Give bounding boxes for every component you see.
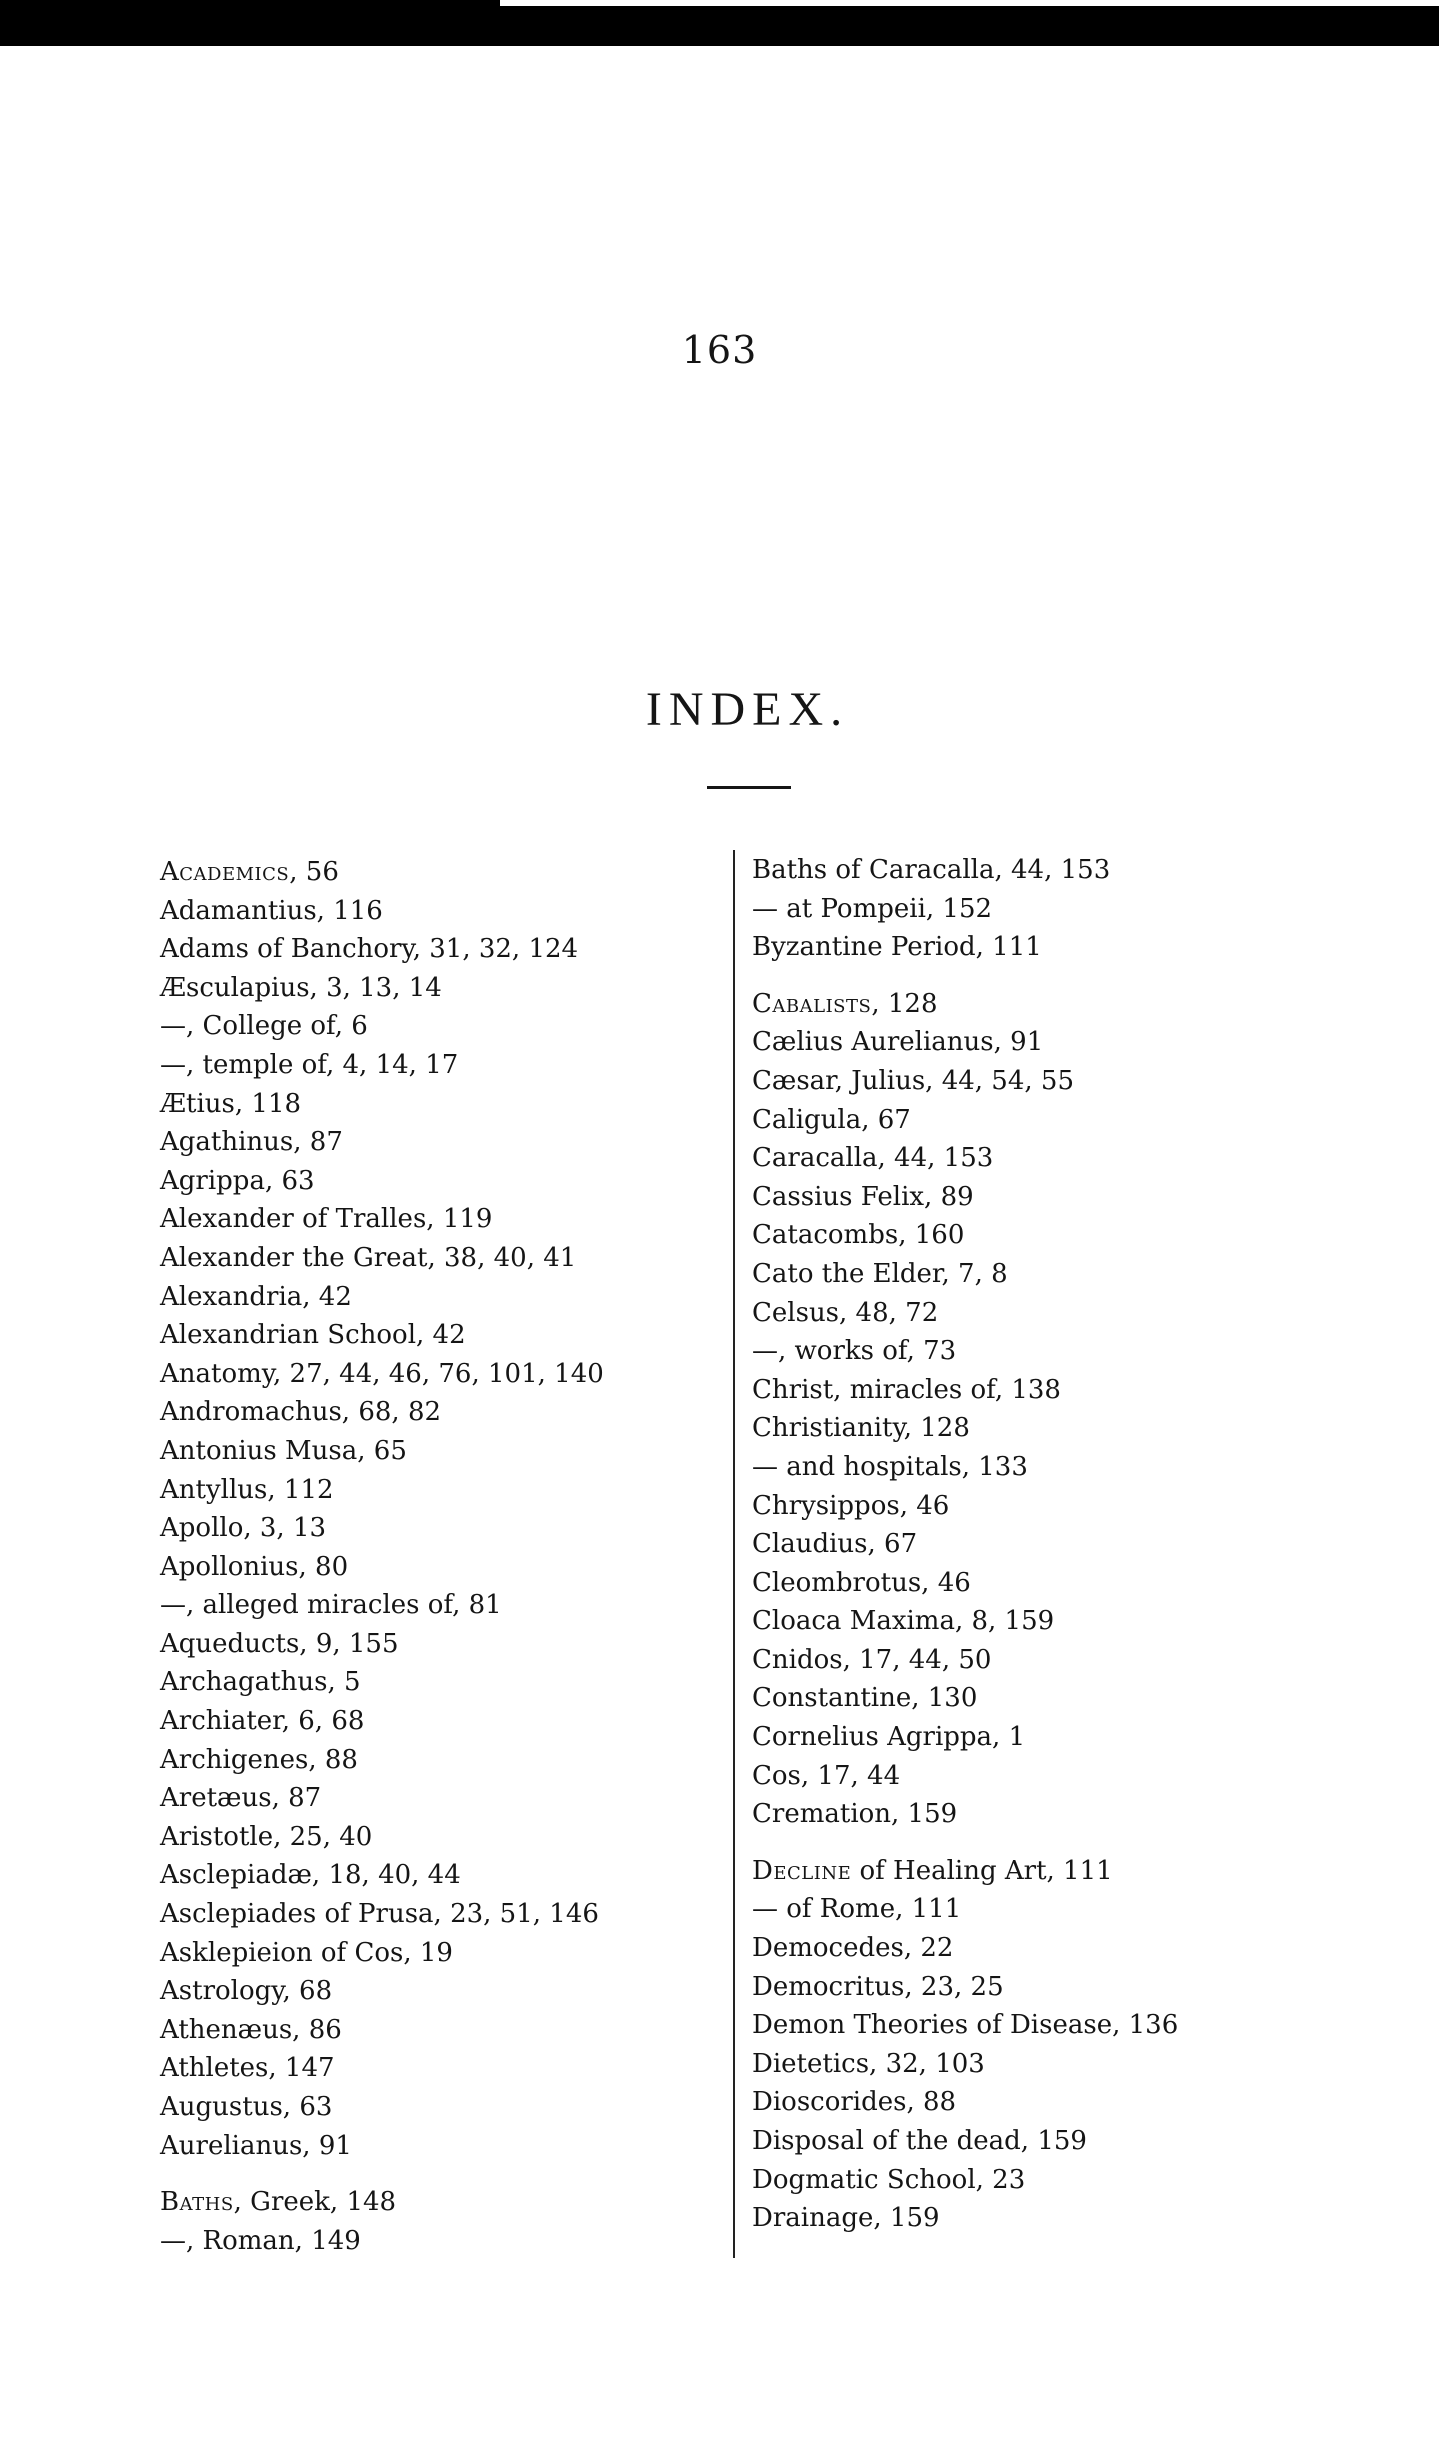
index-entry xyxy=(752,1679,1252,1718)
index-entry xyxy=(752,1062,1252,1101)
index-entry xyxy=(752,1757,1252,1796)
index-entry xyxy=(752,1371,1252,1410)
index-entry-text: Disposal of the dead, 159 xyxy=(752,2126,1087,2156)
index-entry-text: Æsculapius, 3, 13, 14 xyxy=(160,972,442,1003)
index-entry-text: — at Pompeii, 152 xyxy=(752,893,993,924)
index-entry xyxy=(160,1972,720,2011)
index-entry-text: Demon Theories of Disease, 136 xyxy=(752,2010,1179,2041)
index-entry xyxy=(160,930,720,969)
index-entry xyxy=(752,1718,1252,1757)
index-entry-text: —, works of, 73 xyxy=(752,1336,957,1367)
index-entry-text: —, College of, 6 xyxy=(160,1011,368,1042)
index-entry xyxy=(752,851,1252,890)
index-entry xyxy=(752,890,1252,929)
index-entry-text: Democedes, 22 xyxy=(752,1933,954,1964)
index-entry xyxy=(160,1316,720,1355)
index-entry xyxy=(752,1178,1252,1217)
index-entry-text: Alexandrian School, 42 xyxy=(160,1320,466,1351)
index-entry xyxy=(160,1278,720,1317)
index-entry-text: Adamantius, 116 xyxy=(160,895,383,926)
index-entry-text: Christ, miracles of, 138 xyxy=(752,1374,1061,1405)
index-entry-text: —, alleged miracles of, 81 xyxy=(160,1590,502,1621)
index-entry xyxy=(160,1085,720,1124)
index-entry xyxy=(752,1929,1252,1968)
index-entry-text: Baths of Caracalla, 44, 153 xyxy=(752,855,1111,885)
index-entry xyxy=(752,1216,1252,1255)
index-entry-text: Archagathus, 5 xyxy=(160,1667,361,1698)
index-entry xyxy=(160,1548,720,1587)
index-entry-text: Cnidos, 17, 44, 50 xyxy=(752,1644,992,1675)
index-entry-lead: Academics xyxy=(160,857,290,887)
title-rule xyxy=(707,786,791,789)
index-title: INDEX. xyxy=(645,683,850,736)
index-entry-text: , 128 xyxy=(871,988,938,1019)
index-entry-text: Caracalla, 44, 153 xyxy=(752,1143,994,1174)
index-entry xyxy=(752,1487,1252,1526)
index-entry xyxy=(160,1586,720,1625)
index-entry xyxy=(160,2088,720,2127)
index-entry-text: Asclepiades of Prusa, 23, 51, 146 xyxy=(160,1899,599,1930)
index-entry-text: Dogmatic School, 23 xyxy=(752,2164,1026,2195)
index-entry-text: Cremation, 159 xyxy=(752,1799,958,1830)
index-entry xyxy=(160,2183,720,2222)
index-entry-text: Agathinus, 87 xyxy=(160,1127,343,1158)
index-entry xyxy=(160,1007,720,1046)
index-entry xyxy=(160,2049,720,2088)
index-entry xyxy=(752,1641,1252,1680)
index-entry xyxy=(160,2222,720,2261)
index-entry-text: Cassius Felix, 89 xyxy=(752,1181,974,1212)
index-entry xyxy=(752,1448,1252,1487)
scan-top-border xyxy=(0,0,1439,46)
index-entry-text: Cos, 17, 44 xyxy=(752,1760,901,1791)
index-entry xyxy=(160,1818,720,1857)
index-column-left xyxy=(160,853,720,2260)
index-column-right xyxy=(752,851,1252,2238)
index-entry-text: Christianity, 128 xyxy=(752,1413,970,1444)
index-entry xyxy=(160,1741,720,1780)
index-entry-text: Dietetics, 32, 103 xyxy=(752,2048,985,2079)
index-entry-text: Antonius Musa, 65 xyxy=(160,1435,407,1466)
index-entry-text: Cornelius Agrippa, 1 xyxy=(752,1722,1026,1753)
index-entry-text: Caligula, 67 xyxy=(752,1104,911,1135)
index-entry xyxy=(160,1432,720,1471)
index-entry xyxy=(160,853,720,892)
index-entry-text: , 56 xyxy=(289,857,339,887)
index-entry-text: Democritus, 23, 25 xyxy=(752,1971,1004,2002)
index-entry-text: — and hospitals, 133 xyxy=(752,1451,1028,1482)
index-entry-text: —, temple of, 4, 14, 17 xyxy=(160,1049,459,1080)
index-entry xyxy=(752,1852,1252,1891)
index-entry-text: Apollonius, 80 xyxy=(160,1551,349,1582)
index-entry-text: Cælius Aurelianus, 91 xyxy=(752,1027,1044,1058)
index-entry-text: Aurelianus, 91 xyxy=(160,2130,352,2161)
index-entry xyxy=(752,2083,1252,2122)
index-entry-text: Apollo, 3, 13 xyxy=(160,1513,327,1544)
index-entry-text: Constantine, 130 xyxy=(752,1683,978,1714)
index-entry xyxy=(160,2127,720,2166)
index-entry xyxy=(160,1895,720,1934)
index-entry xyxy=(752,1101,1252,1140)
index-entry-text: — of Rome, 111 xyxy=(752,1894,962,1925)
index-entry-text: Alexandria, 42 xyxy=(160,1281,352,1312)
index-entry xyxy=(160,1702,720,1741)
index-entry-text: Cæsar, Julius, 44, 54, 55 xyxy=(752,1065,1075,1096)
index-entry xyxy=(160,1239,720,1278)
index-entry-text: Athletes, 147 xyxy=(160,2053,335,2084)
index-entry-text: Byzantine Period, 111 xyxy=(752,932,1042,963)
index-entry xyxy=(160,1200,720,1239)
index-entry-text: Agrippa, 63 xyxy=(160,1165,315,1196)
index-entry-lead: Decline xyxy=(752,1855,852,1886)
index-entry xyxy=(160,1162,720,1201)
column-divider xyxy=(733,850,735,2258)
index-entry xyxy=(160,1355,720,1394)
index-entry-text: —, Roman, 149 xyxy=(160,2225,361,2256)
index-entry-text: Adams of Banchory, 31, 32, 124 xyxy=(160,934,579,965)
index-entry xyxy=(752,1968,1252,2007)
index-entry-text: Claudius, 67 xyxy=(752,1529,918,1560)
index-entry xyxy=(752,2006,1252,2045)
index-entry xyxy=(752,1023,1252,1062)
index-entry xyxy=(752,1139,1252,1178)
index-entry xyxy=(752,2122,1252,2161)
index-entry-lead: Cabalists xyxy=(752,988,872,1019)
index-entry-text: Archigenes, 88 xyxy=(160,1744,358,1775)
index-entry-text: Astrology, 68 xyxy=(160,1976,333,2007)
index-entry-text: Alexander the Great, 38, 40, 41 xyxy=(160,1242,577,1273)
index-entry-lead: Baths xyxy=(160,2187,234,2218)
index-entry-text: Cato the Elder, 7, 8 xyxy=(752,1258,1008,1289)
index-entry xyxy=(752,928,1252,967)
index-entry xyxy=(160,1779,720,1818)
index-entry-text: Aretæus, 87 xyxy=(160,1783,322,1814)
index-entry-text: Antyllus, 112 xyxy=(160,1474,334,1505)
index-entry xyxy=(752,1255,1252,1294)
index-entry xyxy=(160,1471,720,1510)
index-entry xyxy=(160,1509,720,1548)
index-entry xyxy=(752,1602,1252,1641)
index-entry xyxy=(160,969,720,1008)
index-entry xyxy=(752,2045,1252,2084)
index-entry xyxy=(160,1046,720,1085)
index-entry-text: Cleombrotus, 46 xyxy=(752,1567,971,1598)
index-entry xyxy=(752,2161,1252,2200)
scan-border-strip xyxy=(500,0,1439,6)
index-entry xyxy=(752,1564,1252,1603)
index-entry-text: of Healing Art, 111 xyxy=(851,1855,1113,1886)
index-entry-text: Catacombs, 160 xyxy=(752,1220,965,1251)
index-entry-text: Cloaca Maxima, 8, 159 xyxy=(752,1606,1055,1637)
index-entry xyxy=(752,1409,1252,1448)
index-entry-text: Athenæus, 86 xyxy=(160,2014,342,2045)
index-entry-text: Drainage, 159 xyxy=(752,2203,940,2234)
index-entry xyxy=(160,1123,720,1162)
index-entry-text: Chrysippos, 46 xyxy=(752,1490,950,1521)
index-entry-text: Ætius, 118 xyxy=(160,1088,302,1119)
index-entry-text: Alexander of Tralles, 119 xyxy=(160,1204,493,1235)
index-entry-text: Augustus, 63 xyxy=(160,2092,333,2122)
index-entry xyxy=(752,1795,1252,1834)
index-entry-text: Asklepieion of Cos, 19 xyxy=(160,1937,453,1968)
index-entry-text: Anatomy, 27, 44, 46, 76, 101, 140 xyxy=(160,1358,604,1389)
index-entry xyxy=(752,1525,1252,1564)
index-entry xyxy=(752,1294,1252,1333)
page-number: 163 xyxy=(681,328,758,372)
index-entry xyxy=(160,1663,720,1702)
index-entry xyxy=(160,1856,720,1895)
index-entry xyxy=(752,985,1252,1024)
index-entry-text: Celsus, 48, 72 xyxy=(752,1297,939,1328)
index-entry-text: , Greek, 148 xyxy=(233,2187,397,2218)
index-entry xyxy=(160,2011,720,2050)
index-entry-text: Aristotle, 25, 40 xyxy=(160,1821,373,1852)
index-entry xyxy=(752,2199,1252,2238)
index-entry xyxy=(752,1890,1252,1929)
index-entry-text: Asclepiadæ, 18, 40, 44 xyxy=(160,1860,461,1891)
index-entry xyxy=(160,1393,720,1432)
index-entry-text: Andromachus, 68, 82 xyxy=(160,1397,442,1428)
index-entry-text: Archiater, 6, 68 xyxy=(160,1706,365,1737)
index-entry xyxy=(160,1934,720,1973)
index-entry xyxy=(752,1332,1252,1371)
index-entry-text: Aqueducts, 9, 155 xyxy=(160,1628,399,1659)
index-entry xyxy=(160,892,720,931)
index-entry-text: Dioscorides, 88 xyxy=(752,2087,957,2118)
index-entry xyxy=(160,1625,720,1664)
